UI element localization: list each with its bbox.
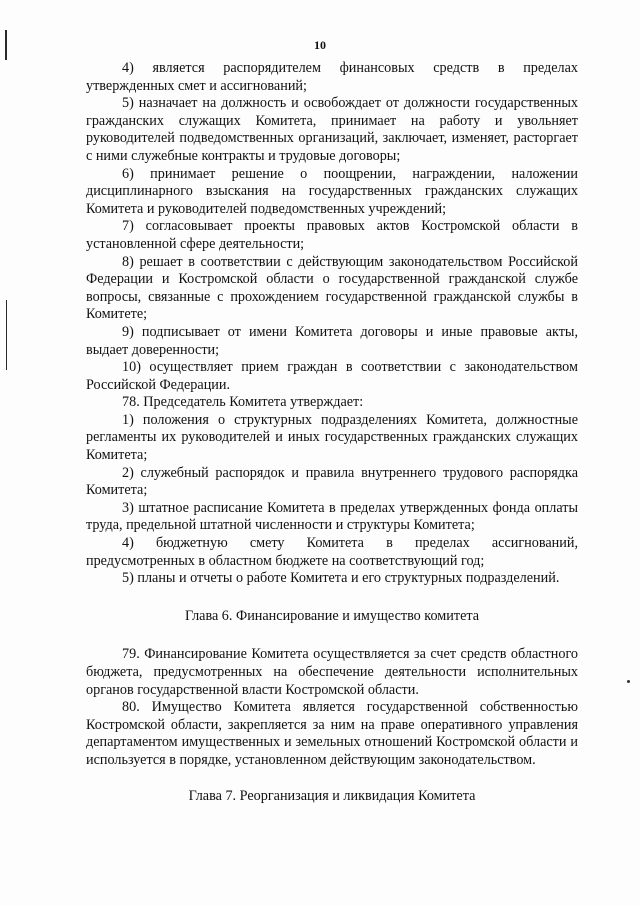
paragraph: 78. Председатель Комитета утверждает: — [122, 394, 364, 411]
paragraph: 4) является распорядителем финансовых средств в пределах утвержденных смет и ассигнований; — [86, 60, 578, 94]
paragraph: 3) штатное расписание Комитета в пределах утвержденных фонда оплаты труда, предельной штатной численности и структуры Комитета; — [86, 499, 578, 534]
paragraph: 10) осуществляет прием граждан в соответствии с законодательством Российской Федерации. — [86, 359, 578, 393]
paragraph: 6) принимает решение о поощрении, награждении, наложении дисциплинарного взыскания на государственных гражданских служащих Комитета и руководителей подведомственных учреждений; — [86, 165, 578, 217]
scan-edge-mark — [6, 300, 7, 370]
paragraph: 5) планы и отчеты о работе Комитета и его структурных подразделений. — [122, 570, 560, 587]
chapter-heading: Глава 7. Реорганизация и ликвидация Комитета — [188, 787, 476, 804]
chapter-heading: Глава 6. Финансирование и имущество комитета — [184, 607, 480, 624]
document-body — [86, 60, 578, 805]
paragraph: 80. Имущество Комитета является государственной собственностью Костромской области, закрепляется за ним на праве оперативного управления департаментом имущественных и земельных отношений Костромской области и используется в порядке, установленном действующим законодательством. — [86, 699, 578, 768]
paragraph: 5) назначает на должность и освобождает от должности государственных гражданских служащих Комитета, принимает на работу и увольняет руководителей подведомственных организаций, заключает, изменяет, расторгает с ними служебные контракты и трудовые договоры; — [86, 95, 578, 164]
paragraph: 79. Финансирование Комитета осуществляется за счет средств областного бюджета, предусмотренных на обеспечение деятельности исполнительных органов государственной власти Костромской области. — [86, 646, 578, 698]
paragraph: 7) согласовывает проекты правовых актов Костромской области в установленной сфере деятельности; — [86, 218, 578, 252]
page-number: 10 — [314, 38, 326, 52]
paragraph: 9) подписывает от имени Комитета договоры и иные правовые акты, выдает доверенности; — [86, 323, 578, 358]
scan-speck — [627, 680, 630, 683]
paragraph: 4) бюджетную смету Комитета в пределах ассигнований, предусмотренных в областном бюджете на соответствующий год; — [86, 535, 578, 569]
paragraph: 8) решает в соответствии с действующим законодательством Российской Федерации и Костромской области о государственной гражданской службе вопросы, связанные с прохождением государственной гражданской службы в Комитете; — [86, 253, 578, 323]
paragraph: 1) положения о структурных подразделениях Комитета, должностные регламенты их руководителей и иных государственных гражданских служащих Комитета; — [86, 411, 578, 464]
paragraph: 2) служебный распорядок и правила внутреннего трудового распорядка Комитета; — [86, 464, 578, 499]
